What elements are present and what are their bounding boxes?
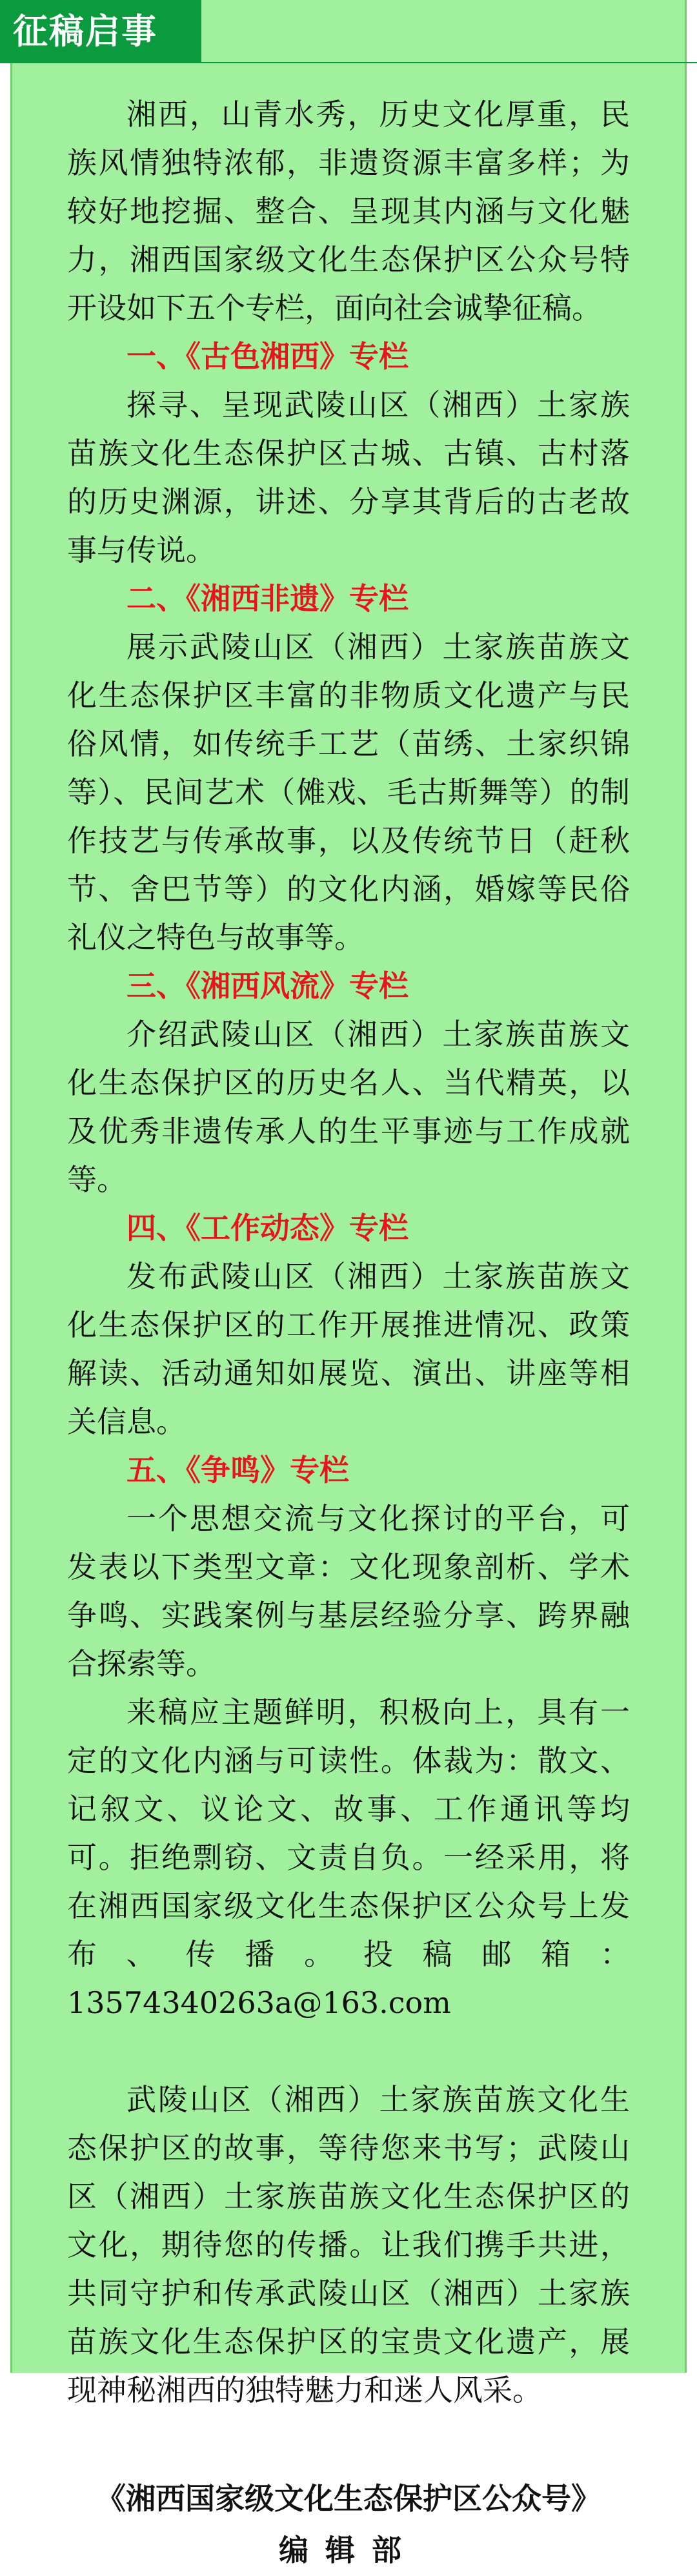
requirements-paragraph: 来稿应主题鲜明，积极向上，具有一定的文化内涵与可读性。体裁为：散文、记叙文、议论文、故事、工作通讯等均可。拒绝剽窃、文责自负。一经采用，将在湘西国家级文化生态保护区公众号上发布、传播。投稿邮箱：13574340263a@163.com <box>67 1695 630 2020</box>
section-body-news: 发布武陵山区（湘西）土家族苗族文化生态保护区的工作开展推进情况、政策解读、活动通知如展览、演出、讲座等相关信息。 <box>67 1259 630 1439</box>
section-heading-heritage: 二、《湘西非遗》专栏 <box>126 581 409 616</box>
section-body-ancient: 探寻、呈现武陵山区（湘西）土家族苗族文化生态保护区古城、古镇、古村落的历史渊源，讲述、分享其背后的古老故事与传说。 <box>67 387 630 567</box>
section-heading-ancient: 一、《古色湘西》专栏 <box>126 339 409 374</box>
notice-title-tab: 征稿启事 <box>0 0 201 63</box>
section-body-debate: 一个思想交流与文化探讨的平台，可发表以下类型文章：文化现象剖析、学术争鸣、实践案例与基层经验分享、跨界融合探索等。 <box>67 1501 630 1681</box>
spacer <box>67 2027 630 2076</box>
section-body-figures: 介绍武陵山区（湘西）土家族苗族文化生态保护区的历史名人、当代精英，以及优秀非遗传承人的生平事迹与工作成就等。 <box>67 1017 630 1197</box>
notice-content <box>67 90 630 2576</box>
section-body-heritage: 展示武陵山区（湘西）土家族苗族文化生态保护区丰富的非物质文化遗产与民俗风情，如传统手工艺（苗绣、土家织锦等）、民间艺术（傩戏、毛古斯舞等）的制作技艺与传承故事，以及传统节日（赶秋节、舍巴节等）的文化内涵，婚嫁等民俗礼仪之特色与故事等。 <box>67 629 630 955</box>
signature-dept: 编辑部 <box>279 2533 418 2568</box>
closing-paragraph: 武陵山区（湘西）土家族苗族文化生态保护区的故事，等待您来书写；武陵山区（湘西）土家族苗族文化生态保护区的文化，期待您的传播。让我们携手共进，共同守护和传承武陵山区（湘西）土家族苗族文化生态保护区的宝贵文化遗产，展现神秘湘西的独特魅力和迷人风采。 <box>67 2082 630 2407</box>
spacer <box>67 2415 630 2473</box>
section-heading-news: 四、《工作动态》专栏 <box>126 1211 409 1245</box>
signature-org: 《湘西国家级文化生态保护区公众号》 <box>96 2481 601 2516</box>
section-heading-debate: 五、《争鸣》专栏 <box>126 1453 349 1487</box>
intro-paragraph: 湘西，山青水秀，历史文化厚重，民族风情独特浓郁，非遗资源丰富多样；为较好地挖掘、整合、呈现其内涵与文化魅力，湘西国家级文化生态保护区公众号特开设如下五个专栏，面向社会诚挚征稿。 <box>67 97 630 325</box>
section-heading-figures: 三、《湘西风流》专栏 <box>126 968 409 1003</box>
